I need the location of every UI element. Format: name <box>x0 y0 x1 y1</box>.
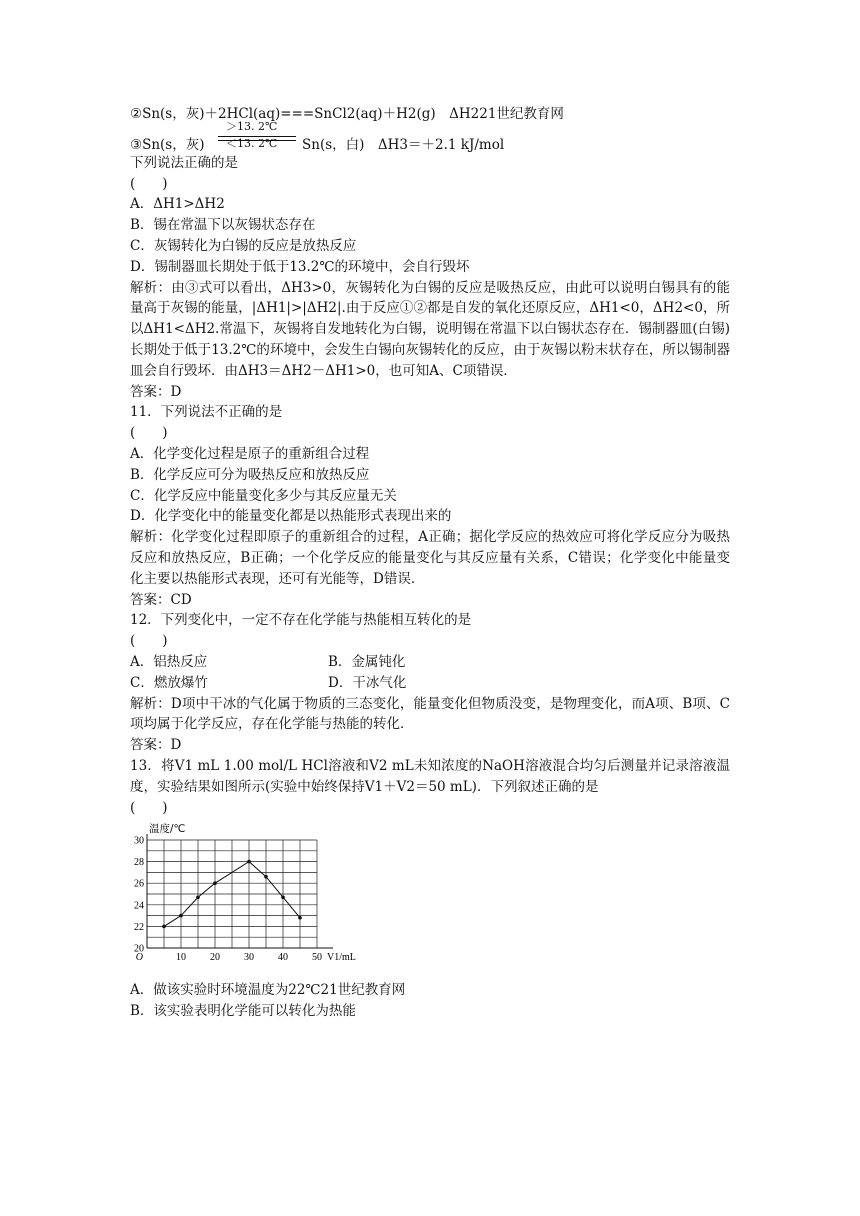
data-point <box>162 925 166 929</box>
q11-option-d: D．化学变化中的能量变化都是以热能形式表现出来的 <box>130 508 452 525</box>
q12-option-b: B．金属钝化 <box>328 653 406 670</box>
q12-option-c: C．燃放爆竹 <box>130 674 208 691</box>
data-point <box>298 916 302 920</box>
x-tick-label: 20 <box>210 952 220 964</box>
q13-option-a: A．做该实验时环境温度为22℃21世纪教育网 <box>130 982 406 999</box>
q12-answer: 答案：D <box>130 737 182 754</box>
document-page <box>130 104 730 1022</box>
q11-paren: ( ) <box>130 425 168 442</box>
q10-equation-3 <box>130 119 730 153</box>
q10-paren: ( ) <box>130 175 168 192</box>
q12-option-a: A．铝热反应 <box>130 653 208 670</box>
data-point <box>281 896 285 900</box>
q12-option-d: D．干冰气化 <box>328 674 407 691</box>
q12-paren: ( ) <box>130 633 168 650</box>
q11-stem: 11．下列说法不正确的是 <box>130 404 283 421</box>
x-tick-label: 40 <box>278 952 288 964</box>
q11-analysis: 解析：化学变化过程即原子的重新组合的过程，A正确；据化学反应的热效应可将化学反应分为吸热反应和放热反应，B正确；一个化学反应的能量变化与其反应量有关系，C错误；化学变化中能量变化主要以热能形式表现，还可有光能等，D错误． <box>130 529 730 587</box>
y-tick-label: 24 <box>134 900 144 912</box>
q11-option-a: A．化学变化过程是原子的重新组合过程 <box>130 445 370 462</box>
eq3-upper-condition: ＞13. 2℃ <box>226 119 278 133</box>
q13-stem: 13．将V1 mL 1.00 mol/L HCl溶液和V2 mL未知浓度的NaOH溶液混合均匀后测量并记录溶液温度，实验结果如图所示(实验中始终保持V1＋V2＝50 mL)．下列叙述正确的是 <box>130 757 730 795</box>
q11-option-b: B．化学反应可分为吸热反应和放热反应 <box>130 466 370 483</box>
q12-stem: 12．下列变化中，一定不存在化学能与热能相互转化的是 <box>130 612 472 629</box>
x-tick-label: 30 <box>244 952 254 964</box>
data-point <box>196 896 200 900</box>
y-tick-label: 22 <box>134 922 144 934</box>
eq3-left: ③Sn(s，灰) <box>130 136 205 153</box>
q13-option-b: B．该实验表明化学能可以转化为热能 <box>130 1003 356 1020</box>
q10-stem: 下列说法正确的是 <box>130 154 238 171</box>
q10-answer: 答案：D <box>130 383 182 400</box>
q12-options-row-2 <box>130 673 730 694</box>
q11-option-c: C．化学反应中能量变化多少与其反应量无关 <box>130 487 397 504</box>
y-tick-label: 26 <box>134 878 144 890</box>
eq3-right: Sn(s，白) ΔH3＝＋2.1 kJ/mol <box>302 136 505 153</box>
q12-options-row-1 <box>130 652 730 673</box>
q10-option-c: C．灰锡转化为白锡的反应是放热反应 <box>130 237 357 254</box>
q13-paren: ( ) <box>130 799 168 816</box>
temperature-chart-svg <box>130 822 370 972</box>
y-tick-label: 28 <box>134 857 144 869</box>
data-point <box>264 875 268 879</box>
y-tick-label: 20 <box>134 943 144 955</box>
x-tick-label: 10 <box>176 952 186 964</box>
x-tick-label: 50 <box>312 952 322 964</box>
q12-analysis: 解析：D项中干冰的气化属于物质的三态变化，能量变化但物质没变，是物理变化，而A项、B项、C项均属于化学反应，存在化学能与热能的转化． <box>130 695 730 733</box>
x-axis-label: V1/mL <box>327 952 356 964</box>
eq3-lower-condition: ＜13. 2℃ <box>226 136 278 150</box>
data-point <box>213 882 217 886</box>
q10-option-d: D．锡制器皿长期处于低于13.2℃的环境中，会自行毁坏 <box>130 258 470 275</box>
q10-option-a: A．ΔH1>ΔH2 <box>130 196 225 213</box>
q11-answer: 答案：CD <box>130 591 192 608</box>
data-point <box>179 914 183 918</box>
y-axis-label: 温度/℃ <box>149 823 186 836</box>
temperature-chart <box>130 822 730 976</box>
q10-equation-2: ②Sn(s，灰)＋2HCl(aq)===SnCl2(aq)＋H2(g) ΔH221世纪教育网 <box>130 106 564 122</box>
q10-option-b: B．锡在常温下以灰锡状态存在 <box>130 217 316 234</box>
data-point <box>247 860 251 864</box>
origin-label: O <box>135 952 143 964</box>
q10-analysis: 解析：由③式可以看出，ΔH3>0，灰锡转化为白锡的反应是吸热反应，由此可以说明白锡具有的能量高于灰锡的能量，|ΔH1|>|ΔH2|.由于反应①②都是自发的氧化还原反应，ΔH1<0，ΔH2<0，所以ΔH1<ΔH2.常温下，灰锡将自发地转化为白锡，说明锡在常温下以白锡状态存在．锡制器皿(白锡)长期处于低于13.2℃的环境中，会发生白锡向灰锡转化的反应，由于灰锡以粉末状存在，所以锡制器皿会自行毁坏．由ΔH3＝ΔH2－ΔH1>0，也可知A、C项错误． <box>130 279 730 379</box>
y-tick-label: 30 <box>134 835 144 847</box>
